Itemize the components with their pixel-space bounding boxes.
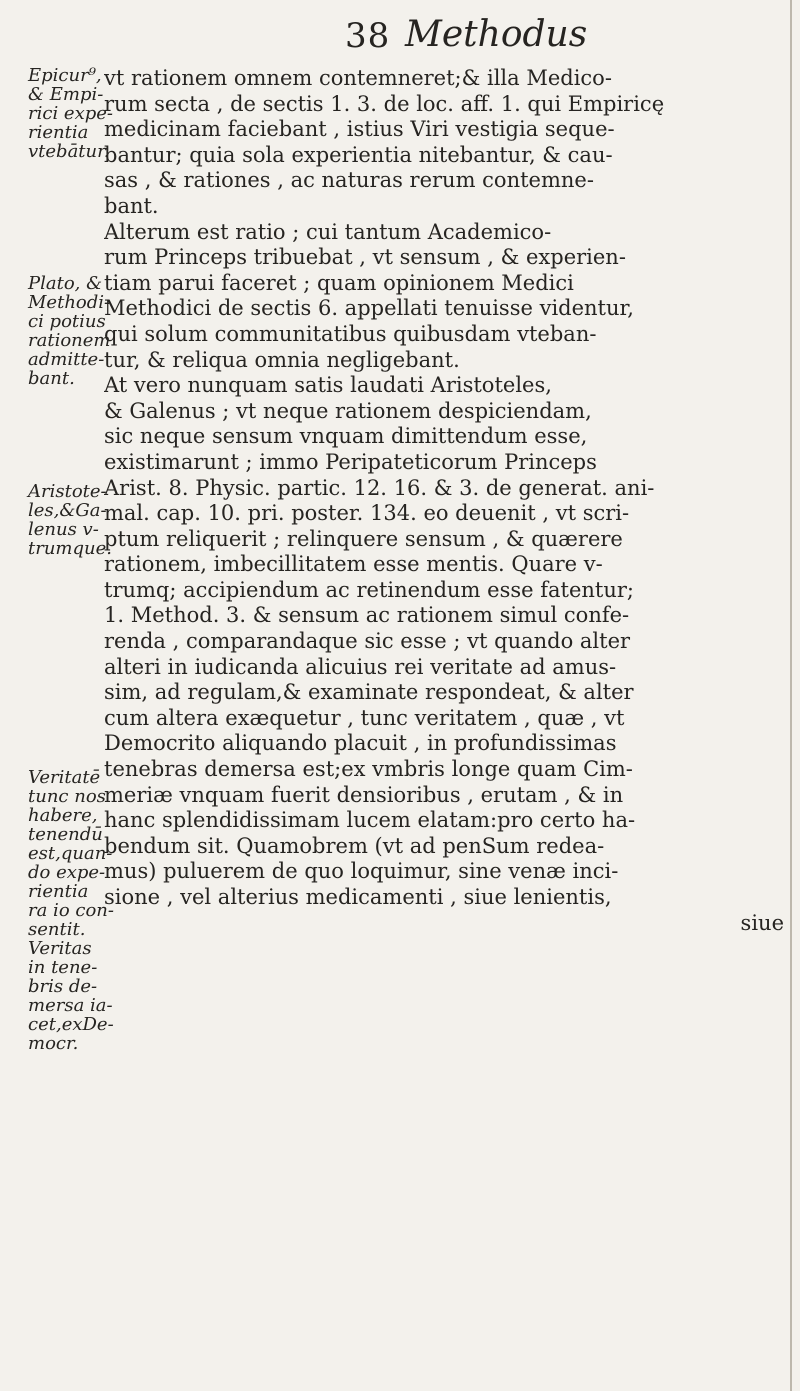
margin-note-line: Veritatē <box>28 767 101 788</box>
margin-note-line: vtebātur. <box>28 141 110 162</box>
margin-note-epicuri <box>28 65 113 162</box>
running-head: Methodus <box>405 14 588 55</box>
margin-note-line: trumque. <box>28 538 112 559</box>
body-line: Arist. 8. Physic. partic. 12. 16. & 3. de generat. ani- <box>104 475 655 500</box>
margin-note-line: do expe- <box>28 862 106 883</box>
margin-note-line: Veritas <box>28 938 92 959</box>
body-line: existimarunt ; immo Peripateticorum Princeps <box>104 449 597 474</box>
body-line: bantur; quia sola experientia nitebantur, & cau- <box>104 142 613 167</box>
body-line: Methodici de sectis 6. appellati tenuisse videntur, <box>104 296 634 321</box>
body-line: hanc splendidissimam lucem elatam:pro certo ha- <box>104 808 636 833</box>
margin-note-line: Methodi- <box>28 292 111 313</box>
body-line: rum secta , de sectis 1. 3. de loc. aff. 1. qui Empiricę <box>104 91 665 116</box>
margin-note-line: lenus v- <box>28 519 99 540</box>
margin-note-line: rationem <box>28 330 111 351</box>
margin-note-line: Aristote- <box>28 481 107 502</box>
margin-note-line: cet,exDe- <box>28 1014 114 1035</box>
margin-note-line: bant. <box>28 368 75 389</box>
body-line: tur, & reliqua omnia negligebant. <box>104 347 460 372</box>
margin-note-line: rici expe- <box>28 103 113 124</box>
body-line: sic neque sensum vnquam dimittendum esse, <box>104 424 588 449</box>
page-edge-rule <box>790 0 792 1391</box>
margin-note-line: sentit. <box>28 919 86 940</box>
margin-note-line: in tene- <box>28 957 98 978</box>
margin-note-line: ra io con- <box>28 900 114 921</box>
body-line: tiam parui faceret ; quam opinionem Medici <box>104 270 574 295</box>
margin-note-veritate <box>28 767 114 1054</box>
body-line: tenebras demersa est;ex vmbris longe quam Cim- <box>104 757 633 782</box>
body-line: bant. <box>104 193 159 218</box>
margin-note-line: mocr. <box>28 1033 79 1054</box>
margin-note-line: & Empi- <box>28 84 104 105</box>
body-line: mus) puluerem de quo loquimur, sine venæ inci- <box>104 859 619 884</box>
body-line: mal. cap. 10. pri. poster. 134. eo deuenit , vt scri- <box>104 501 630 526</box>
body-line: ptum reliquerit ; relinquere sensum , & quærere <box>104 526 623 551</box>
margin-note-plato <box>28 273 111 389</box>
body-line: alteri in iudicanda alicuius rei veritate ad amus- <box>104 654 617 679</box>
margin-note-line: les,&Ga- <box>28 500 107 521</box>
body-line: renda , comparandaque sic esse ; vt quando alter <box>104 629 631 654</box>
body-line: trumq; accipiendum ac retinendum esse fatentur; <box>104 577 634 602</box>
margin-note-line: mersa ia- <box>28 995 113 1016</box>
body-line: bendum sit. Quamobrem (vt ad penSum redea- <box>104 833 605 858</box>
body-line: Democrito aliquando placuit , in profundissimas <box>104 731 617 756</box>
body-line: meriæ vnquam fuerit densioribus , erutam , & in <box>104 782 624 807</box>
body-line: medicinam faciebant , istius Viri vestigia seque- <box>104 117 615 142</box>
margin-note-line: habere, <box>28 805 98 826</box>
margin-note-line: tunc nos <box>28 786 106 807</box>
body-line: rationem, imbecillitatem esse mentis. Quare v- <box>104 552 603 577</box>
body-line: cum altera exæquetur , tunc veritatem , quæ , vt <box>104 705 625 730</box>
margin-note-aristoteles <box>28 481 112 559</box>
margin-note-line: rientia <box>28 122 89 143</box>
margin-note-line: ci potius <box>28 311 106 332</box>
margin-note-line: est,quan- <box>28 843 113 864</box>
body-line: Alterum est ratio ; cui tantum Academico- <box>104 219 552 244</box>
margin-note-line: Epicur⁹, <box>28 65 102 86</box>
page-number: 38 <box>345 16 391 56</box>
margin-note-line: tenendū <box>28 824 103 845</box>
margin-note-line: bris de- <box>28 976 98 997</box>
body-line: qui solum communitatibus quibusdam vteban- <box>104 321 597 346</box>
margin-note-line: rientia <box>28 881 89 902</box>
body-line: sione , vel alterius medicamenti , siue lenientis, <box>104 885 612 909</box>
margin-note-line: admitte- <box>28 349 105 370</box>
page-header <box>0 10 800 60</box>
body-line: rum Princeps tribuebat , vt sensum , & experien- <box>104 245 626 270</box>
body-text <box>104 66 784 936</box>
body-line: vt rationem omnem contemneret;& illa Medico- <box>104 66 612 90</box>
body-line: sas , & rationes , ac naturas rerum contemne- <box>104 168 594 193</box>
margin-note-line: Plato, & <box>28 273 103 294</box>
body-line: & Galenus ; vt neque rationem despiciendam, <box>104 398 592 423</box>
body-line: 1. Method. 3. & sensum ac rationem simul confe- <box>104 603 630 628</box>
body-line: At vero nunquam satis laudati Aristoteles, <box>104 373 552 398</box>
body-line: sim, ad regulam,& examinate respondeat, & alter <box>104 680 634 705</box>
catchword: siue <box>740 910 784 935</box>
